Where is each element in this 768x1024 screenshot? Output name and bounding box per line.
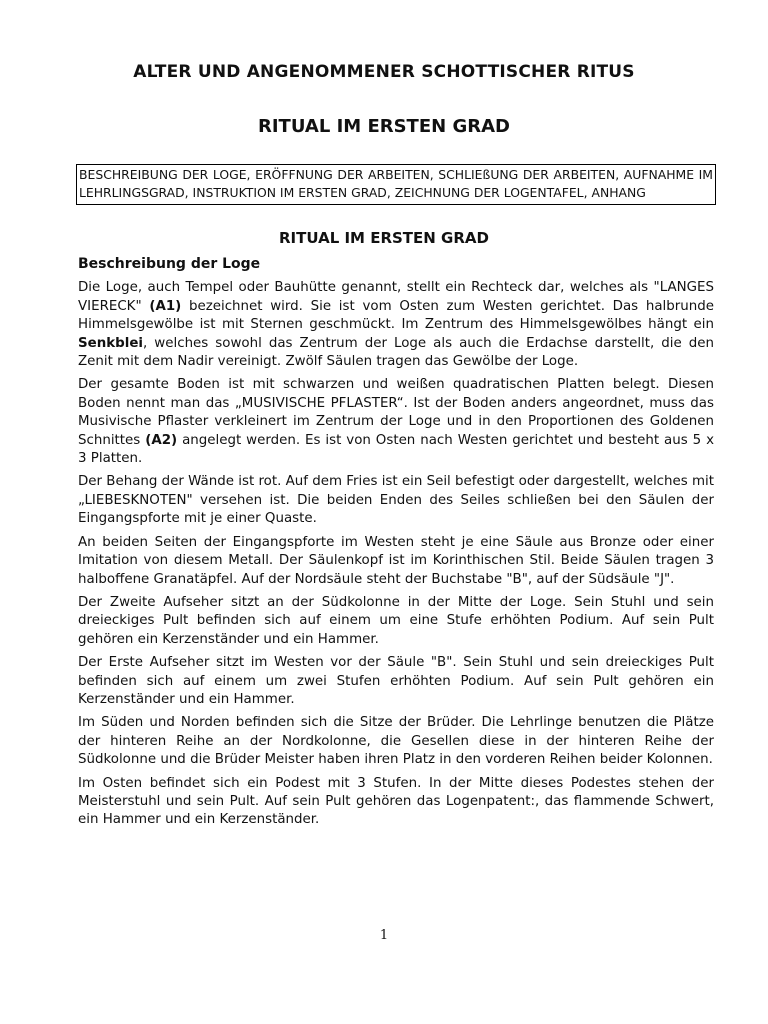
paragraph-8: Im Osten befindet sich ein Podest mit 3 Stufen. In der Mitte dieses Podestes stehen der Meisterstuhl und sein Pult. Auf sein Pult gehören das Logenpatent:, das flammende Schwert, ein Hammer und ein Kerzenständer. bbox=[78, 775, 714, 828]
paragraph-4: An beiden Seiten der Eingangspforte im Westen steht je eine Säule aus Bronze oder einer Imitation von diesem Metall. Der Säulenkopf ist im Korinthischen Stil. Beide Säulen tragen 3 halboffene Granatäpfel. Auf der Nordsäule steht der Buchstabe "B", auf der Südsäule "J". bbox=[78, 534, 714, 587]
paragraph-1-text-a: Die Loge, auch Tempel oder Bauhütte genannt, stellt ein Rechteck dar, welches als "LANGES VIERECK" bbox=[78, 280, 714, 314]
paragraph-2-bold-a2: (A2) bbox=[145, 432, 178, 448]
paragraph-1-text-c: , welches sowohl das Zentrum der Loge als auch die Erdachse darstellt, die den Zenit mit dem Nadir vereinigt. Zwölf Säulen tragen das Gewölbe der Loge. bbox=[78, 335, 714, 370]
page-number: 1 bbox=[379, 928, 389, 943]
body-text bbox=[78, 255, 714, 835]
document-title: ALTER UND ANGENOMMENER SCHOTTISCHER RITUS bbox=[133, 62, 635, 82]
paragraph-2-text-a: Der gesamte Boden ist mit schwarzen und weißen quadratischen Platten belegt. Diesen Boden nennt man das „MUSIVISCHE PFLASTER“. Ist der Boden anders angeordnet, muss das Musivische Pflaster verkleinert im Zentrum der Loge und in den Proportionen des Goldenen Schnittes bbox=[78, 377, 714, 448]
contents-summary-box: BESCHREIBUNG DER LOGE, ERÖFFNUNG DER ARBEITEN, SCHLIEßUNG DER ARBEITEN, AUFNAHME IM LEHRLINGSGRAD, INSTRUKTION IM ERSTEN GRAD, ZEICHNUNG DER LOGENTAFEL, ANHANG bbox=[76, 164, 716, 205]
paragraph-6: Der Erste Aufseher sitzt im Westen vor der Säule "B". Sein Stuhl und sein dreieckiges Pult befinden sich auf einem um zwei Stufen erhöhten Podium. Auf sein Pult gehören ein Kerzenständer und ein Hammer. bbox=[78, 655, 714, 707]
paragraph-3: Der Behang der Wände ist rot. Auf dem Fries ist ein Seil befestigt oder dargestellt, welches mit „LIEBESKNOTEN" versehen ist. Die beiden Enden des Seiles schließen bei den Säulen der Eingangspforte mit je einer Quaste. bbox=[78, 474, 715, 527]
paragraph-1-bold-a1: (A1) bbox=[149, 298, 182, 314]
paragraph-2 bbox=[78, 376, 714, 468]
document-subtitle: RITUAL IM ERSTEN GRAD bbox=[258, 116, 510, 137]
paragraph-7: Im Süden und Norden befinden sich die Sitze der Brüder. Die Lehrlinge benutzen die Plätze der hinteren Reihe an der Nordkolonne, die Gesellen diese in der hinteren Reihe der Südkolonne und die Brüder Meister haben ihren Platz in den vorderen Reihen beider Kolonnen. bbox=[78, 715, 714, 768]
section-title: RITUAL IM ERSTEN GRAD bbox=[279, 229, 489, 247]
subheading: Beschreibung der Loge bbox=[78, 256, 261, 272]
paragraph-2-text-b: angelegt werden. Es ist von Osten nach Westen gerichtet und besteht aus 5 x 3 Platten. bbox=[78, 432, 715, 467]
paragraph-1-bold-senkblei: Senkblei bbox=[78, 335, 144, 351]
paragraph-1-text-b: bezeichnet wird. Sie ist vom Osten zum Westen gerichtet. Das halbrunde Himmelsgewölbe ist mit Sternen geschmückt. Im Zentrum des Himmelsgewölbes hängt ein bbox=[78, 298, 714, 333]
paragraph-1 bbox=[78, 279, 714, 371]
paragraph-5: Der Zweite Aufseher sitzt an der Südkolonne in der Mitte der Loge. Sein Stuhl und sein dreieckiges Pult befinden sich auf einem um eine Stufe erhöhten Podium. Auf sein Pult gehören ein Kerzenständer und ein Hammer. bbox=[78, 594, 714, 647]
